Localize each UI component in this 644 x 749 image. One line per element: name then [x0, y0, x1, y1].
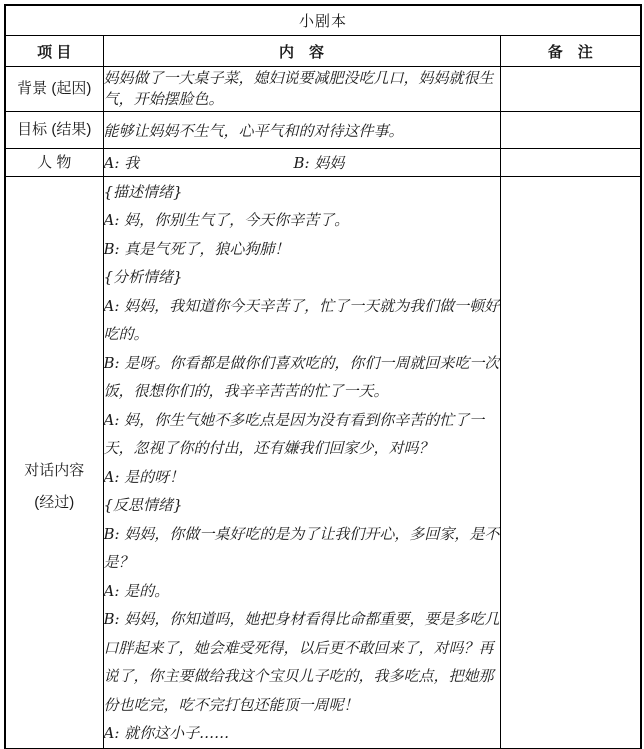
dialog-line: A: 是的。 — [103, 581, 170, 600]
row-label-dialog — [5, 177, 103, 749]
persons-content — [103, 149, 500, 177]
dialog-label-line2: (经过) — [34, 493, 75, 511]
dialog-label-lines — [6, 407, 103, 519]
dialog-row — [5, 177, 641, 749]
dialog-content — [103, 177, 500, 749]
dialog-label-line1: 对话内容 — [24, 461, 85, 479]
dialog-line: {描述情绪} — [103, 182, 183, 201]
dialog-line: {反思情绪} — [103, 496, 183, 514]
header-row — [5, 36, 641, 67]
dialog-line: A: 妈妈，我知道你今天辛苦了，忙了一天就为我们做一顿好吃的。 — [103, 296, 500, 343]
script-table — [4, 4, 642, 749]
goal-remark-cell — [500, 112, 641, 149]
dialog-line: B: 妈妈，你知道吗，她把身材看得比命都重要，要是多吃几口胖起来了，她会难受死得，以后更不敢回来了，对吗？再说了，你主要做给我这个宝贝儿子吃的，我多吃点，把她那份也吃完，吃不完打包还能顶一周呢！ — [103, 610, 500, 714]
person-b: B: 妈妈 — [293, 154, 345, 172]
dialog-line: A: 是的呀！ — [103, 467, 185, 486]
background-content: 妈妈做了一大桌子菜，媳妇说要减肥没吃几口，妈妈就很生气，开始摆脸色。 — [103, 67, 500, 112]
dialog-remark-cell — [500, 177, 641, 749]
dialog-line: B: 妈妈，你做一桌好吃的是为了让我们开心，多回家，是不是？ — [103, 524, 500, 571]
table-title: 小剧本 — [5, 5, 641, 36]
background-remark-cell — [500, 67, 641, 112]
row-label-background: 背景 (起因) — [5, 67, 103, 112]
dialog-line: A: 妈，你别生气了，今天你辛苦了。 — [103, 211, 350, 229]
title-row — [5, 5, 641, 36]
person-a: A: 我 — [103, 154, 140, 172]
dialog-line: A: 妈，你生气她不多吃点是因为没有看到你辛苦的忙了一天，忽视了你的付出，还有嫌我们回家少，对吗？ — [103, 410, 485, 457]
column-header-content: 内 容 — [103, 36, 500, 67]
column-header-remark: 备 注 — [500, 36, 641, 67]
persons-row — [5, 149, 641, 177]
goal-row — [5, 112, 641, 149]
persons-list — [104, 152, 500, 173]
dialog-line: B: 是呀。你看都是做你们喜欢吃的，你们一周就回来吃一次饭，很想你们的，我辛辛苦苦的忙了一天。 — [103, 353, 500, 400]
dialog-line: A: 就你这小子…… — [103, 724, 230, 742]
persons-remark-cell — [500, 149, 641, 177]
row-label-persons: 人 物 — [5, 149, 103, 177]
dialog-line: B: 真是气死了，狼心狗肺！ — [103, 239, 290, 258]
goal-content: 能够让妈妈不生气，心平气和的对待这件事。 — [103, 112, 500, 149]
dialog-line: {分析情绪} — [103, 268, 183, 286]
column-header-item: 项 目 — [5, 36, 103, 67]
row-label-goal: 目标 (结果) — [5, 112, 103, 149]
background-row — [5, 67, 641, 112]
